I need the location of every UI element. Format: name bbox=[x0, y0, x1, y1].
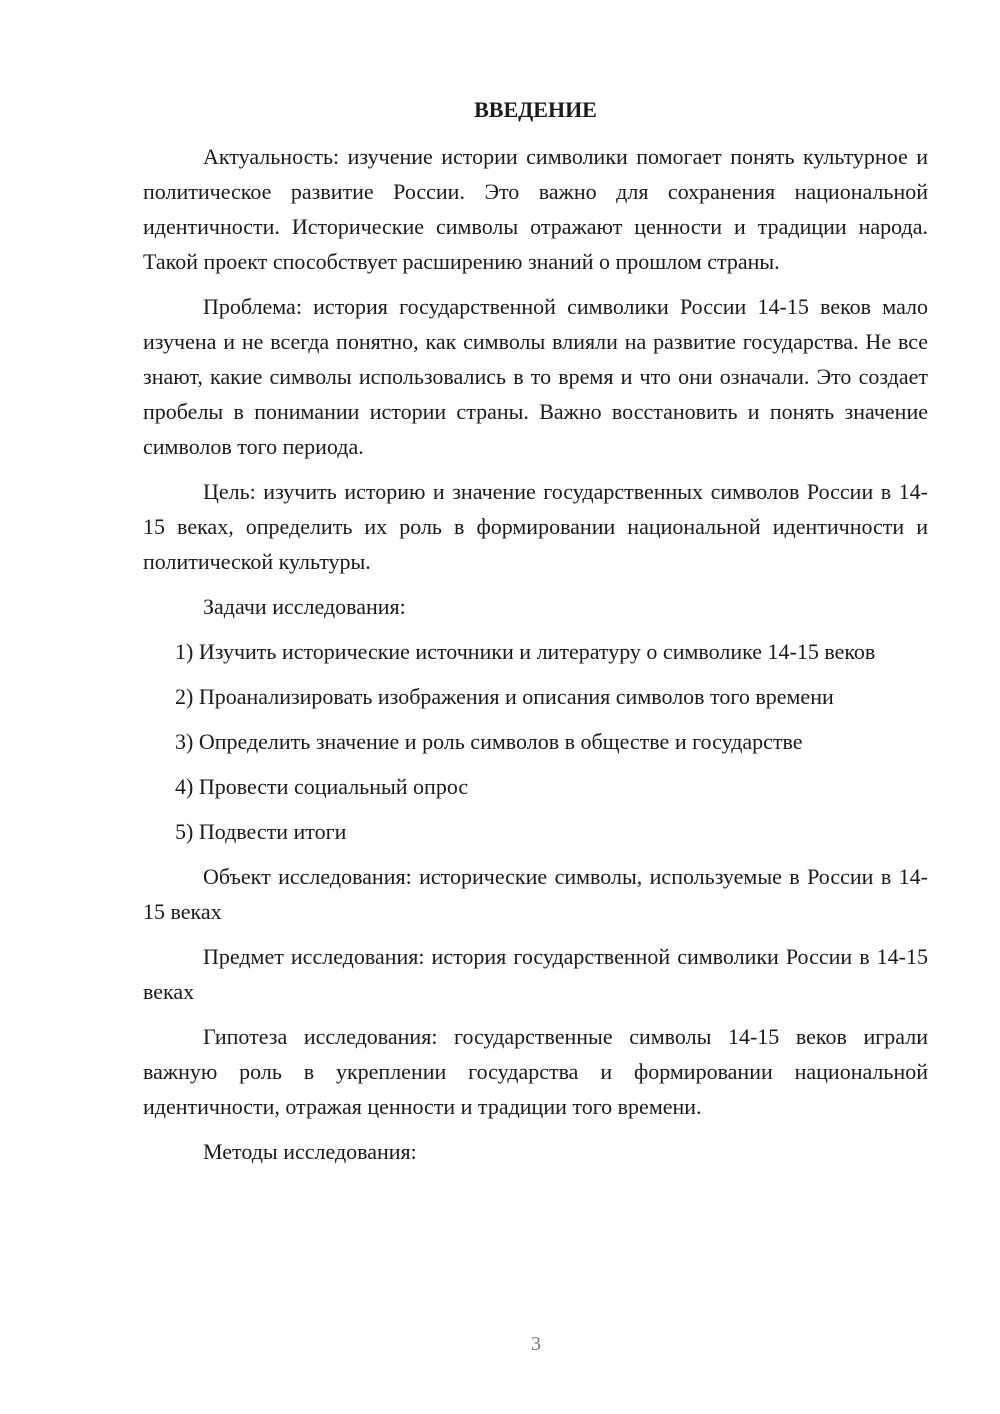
methods-heading: Методы исследования: bbox=[203, 1139, 417, 1164]
task-item-3: 3) Определить значение и роль символов в обществе и государстве bbox=[175, 729, 803, 754]
task-item-2: 2) Проанализировать изображения и описания символов того времени bbox=[175, 684, 834, 709]
task-item-1: 1) Изучить исторические источники и литературу о символике 14-15 веков bbox=[175, 639, 876, 664]
problem-paragraph: Проблема: история государственной символики России 14-15 веков мало изучена и не всегда понятно, как символы влияли на развитие государства. Не все знают, какие символы использовались в то время и что они означали. Это создает пробелы в понимании истории страны. Важно восстановить и понять значение символов того периода. bbox=[143, 294, 928, 459]
goal-paragraph: Цель: изучить историю и значение государственных символов России в 14-15 веках, определить их роль в формировании национальной идентичности и политической культуры. bbox=[143, 479, 928, 574]
section-title: ВВЕДЕНИЕ bbox=[474, 97, 597, 122]
tasks-heading: Задачи исследования: bbox=[203, 594, 406, 619]
document-page bbox=[143, 92, 928, 1179]
hypothesis-paragraph: Гипотеза исследования: государственные символы 14-15 веков играли важную роль в укреплении государства и формировании национальной идентичности, отражая ценности и традиции того времени. bbox=[143, 1024, 928, 1119]
task-item-5: 5) Подвести итоги bbox=[175, 819, 347, 844]
page-number: 3 bbox=[531, 1333, 541, 1355]
relevance-paragraph: Актуальность: изучение истории символики помогает понять культурное и политическое развитие России. Это важно для сохранения национальной идентичности. Исторические символы отражают ценности и традиции народа. Такой проект способствует расширению знаний о прошлом страны. bbox=[143, 144, 928, 274]
object-paragraph: Объект исследования: исторические символы, используемые в России в 14-15 веках bbox=[143, 864, 928, 924]
subject-paragraph: Предмет исследования: история государственной символики России в 14-15 веках bbox=[143, 944, 928, 1004]
task-item-4: 4) Провести социальный опрос bbox=[175, 774, 469, 799]
